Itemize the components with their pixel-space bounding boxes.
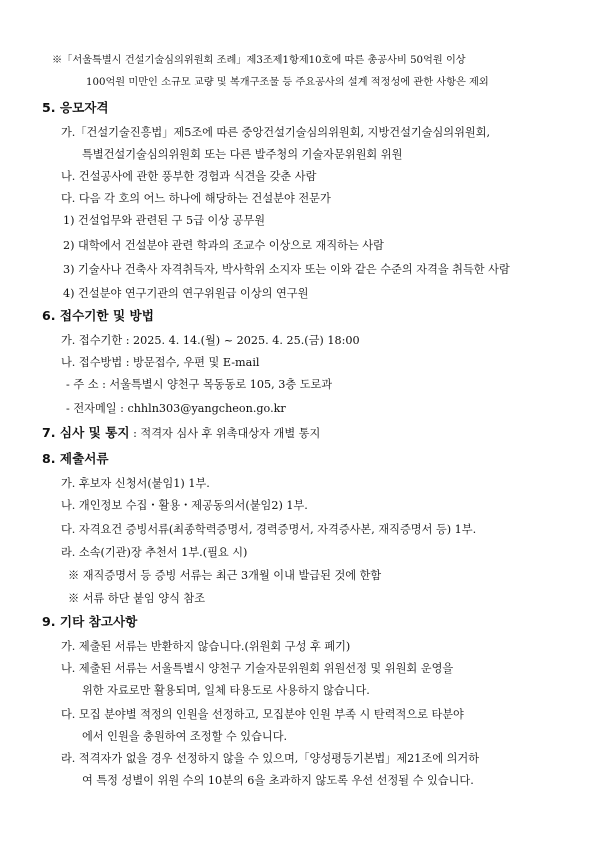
top-note-line-1: ※「서울특별시 건설기술심의위원회 조례」제3조제1항제10호에 따른 총공사비 50억원 이상 bbox=[52, 55, 466, 66]
sec9-item-d-line1: 라. 적격자가 없을 경우 선정하지 않을 수 있으며,「양성평등기본법」제21조에 의거하 bbox=[61, 752, 480, 765]
sec5-item-c1: 1) 건설업무와 관련된 구 5급 이상 공무원 bbox=[63, 214, 266, 227]
sec8-item-d: 라. 소속(기관)장 추천서 1부.(필요 시) bbox=[61, 546, 248, 559]
sec6-address: - 주 소 : 서울특별시 양천구 목동동로 105, 3층 도로과 bbox=[66, 378, 333, 391]
sec5-item-c3: 3) 기술사나 건축사 자격취득자, 박사학위 소지자 또는 이와 같은 수준의 자격을 취득한 사람 bbox=[63, 263, 510, 276]
sec9-item-c-line1: 다. 모집 분야별 적정의 인원을 선정하고, 모집분야 인원 부족 시 탄력적으로 타분야 bbox=[61, 708, 464, 721]
sec8-item-a: 가. 후보자 신청서(붙임1) 1부. bbox=[61, 477, 210, 490]
sec5-item-c: 다. 다음 각 호의 어느 하나에 해당하는 건설분야 전문가 bbox=[61, 192, 331, 205]
section-7-title bbox=[42, 425, 320, 442]
sec9-item-b-line2: 위한 자료로만 활용되며, 일체 타용도로 사용하지 않습니다. bbox=[82, 684, 370, 697]
sec5-item-c2: 2) 대학에서 건설분야 관련 학과의 조교수 이상으로 재직하는 사람 bbox=[63, 239, 384, 252]
sec9-item-d-line2: 여 특정 성별이 위원 수의 10분의 6을 초과하지 않도록 우선 선정될 수 있습니다. bbox=[82, 774, 474, 787]
sec5-item-b: 나. 건설공사에 관한 풍부한 경험과 식견을 갖춘 사람 bbox=[61, 170, 317, 183]
top-note-line-2: 100억원 미만인 소규모 교량 및 복개구조물 등 주요공사의 설계 적정성에 관한 사항은 제외 bbox=[86, 77, 489, 88]
sec8-item-c: 다. 자격요건 증빙서류(최종학력증명서, 경력증명서, 자격증사본, 재직증명서 등) 1부. bbox=[61, 523, 477, 536]
sec8-item-b: 나. 개인정보 수집・활용・제공동의서(붙임2) 1부. bbox=[61, 499, 308, 512]
sec5-item-a-line1: 가.「건설기술진흥법」제5조에 따른 중앙건설기술심의위원회, 지방건설기술심의위원회, bbox=[61, 126, 491, 139]
section-9-title: 9. 기타 참고사항 bbox=[42, 614, 138, 629]
sec8-note-2: ※ 서류 하단 붙임 양식 참조 bbox=[68, 592, 206, 605]
sec9-item-c-line2: 에서 인원을 충원하여 조정할 수 있습니다. bbox=[82, 730, 288, 743]
sec6-item-a: 가. 접수기한 : 2025. 4. 14.(월) ~ 2025. 4. 25.(금) 18:00 bbox=[61, 334, 360, 347]
sec5-item-a-line2: 특별건설기술심의위원회 또는 다른 발주청의 기술자문위원회 위원 bbox=[82, 148, 403, 161]
sec8-note-1: ※ 재직증명서 등 증빙 서류는 최근 3개월 이내 발급된 것에 한함 bbox=[68, 569, 382, 582]
sec9-item-a: 가. 제출된 서류는 반환하지 않습니다.(위원회 구성 후 폐기) bbox=[61, 640, 351, 653]
section-6-title: 6. 접수기한 및 방법 bbox=[42, 308, 154, 323]
section-7-heading: 7. 심사 및 통지 bbox=[42, 425, 130, 440]
section-8-title: 8. 제출서류 bbox=[42, 451, 109, 466]
sec9-item-b-line1: 나. 제출된 서류는 서울특별시 양천구 기술자문위원회 위원선정 및 위원회 운영을 bbox=[61, 662, 454, 675]
section-7-body: : 적격자 심사 후 위촉대상자 개별 통지 bbox=[129, 427, 321, 440]
sec6-item-b: 나. 접수방법 : 방문접수, 우편 및 E-mail bbox=[61, 356, 260, 369]
sec5-item-c4: 4) 건설분야 연구기관의 연구위원급 이상의 연구원 bbox=[63, 287, 309, 300]
section-5-title: 5. 응모자격 bbox=[42, 100, 109, 115]
sec6-email: - 전자메일 : chhln303@yangcheon.go.kr bbox=[66, 402, 286, 415]
